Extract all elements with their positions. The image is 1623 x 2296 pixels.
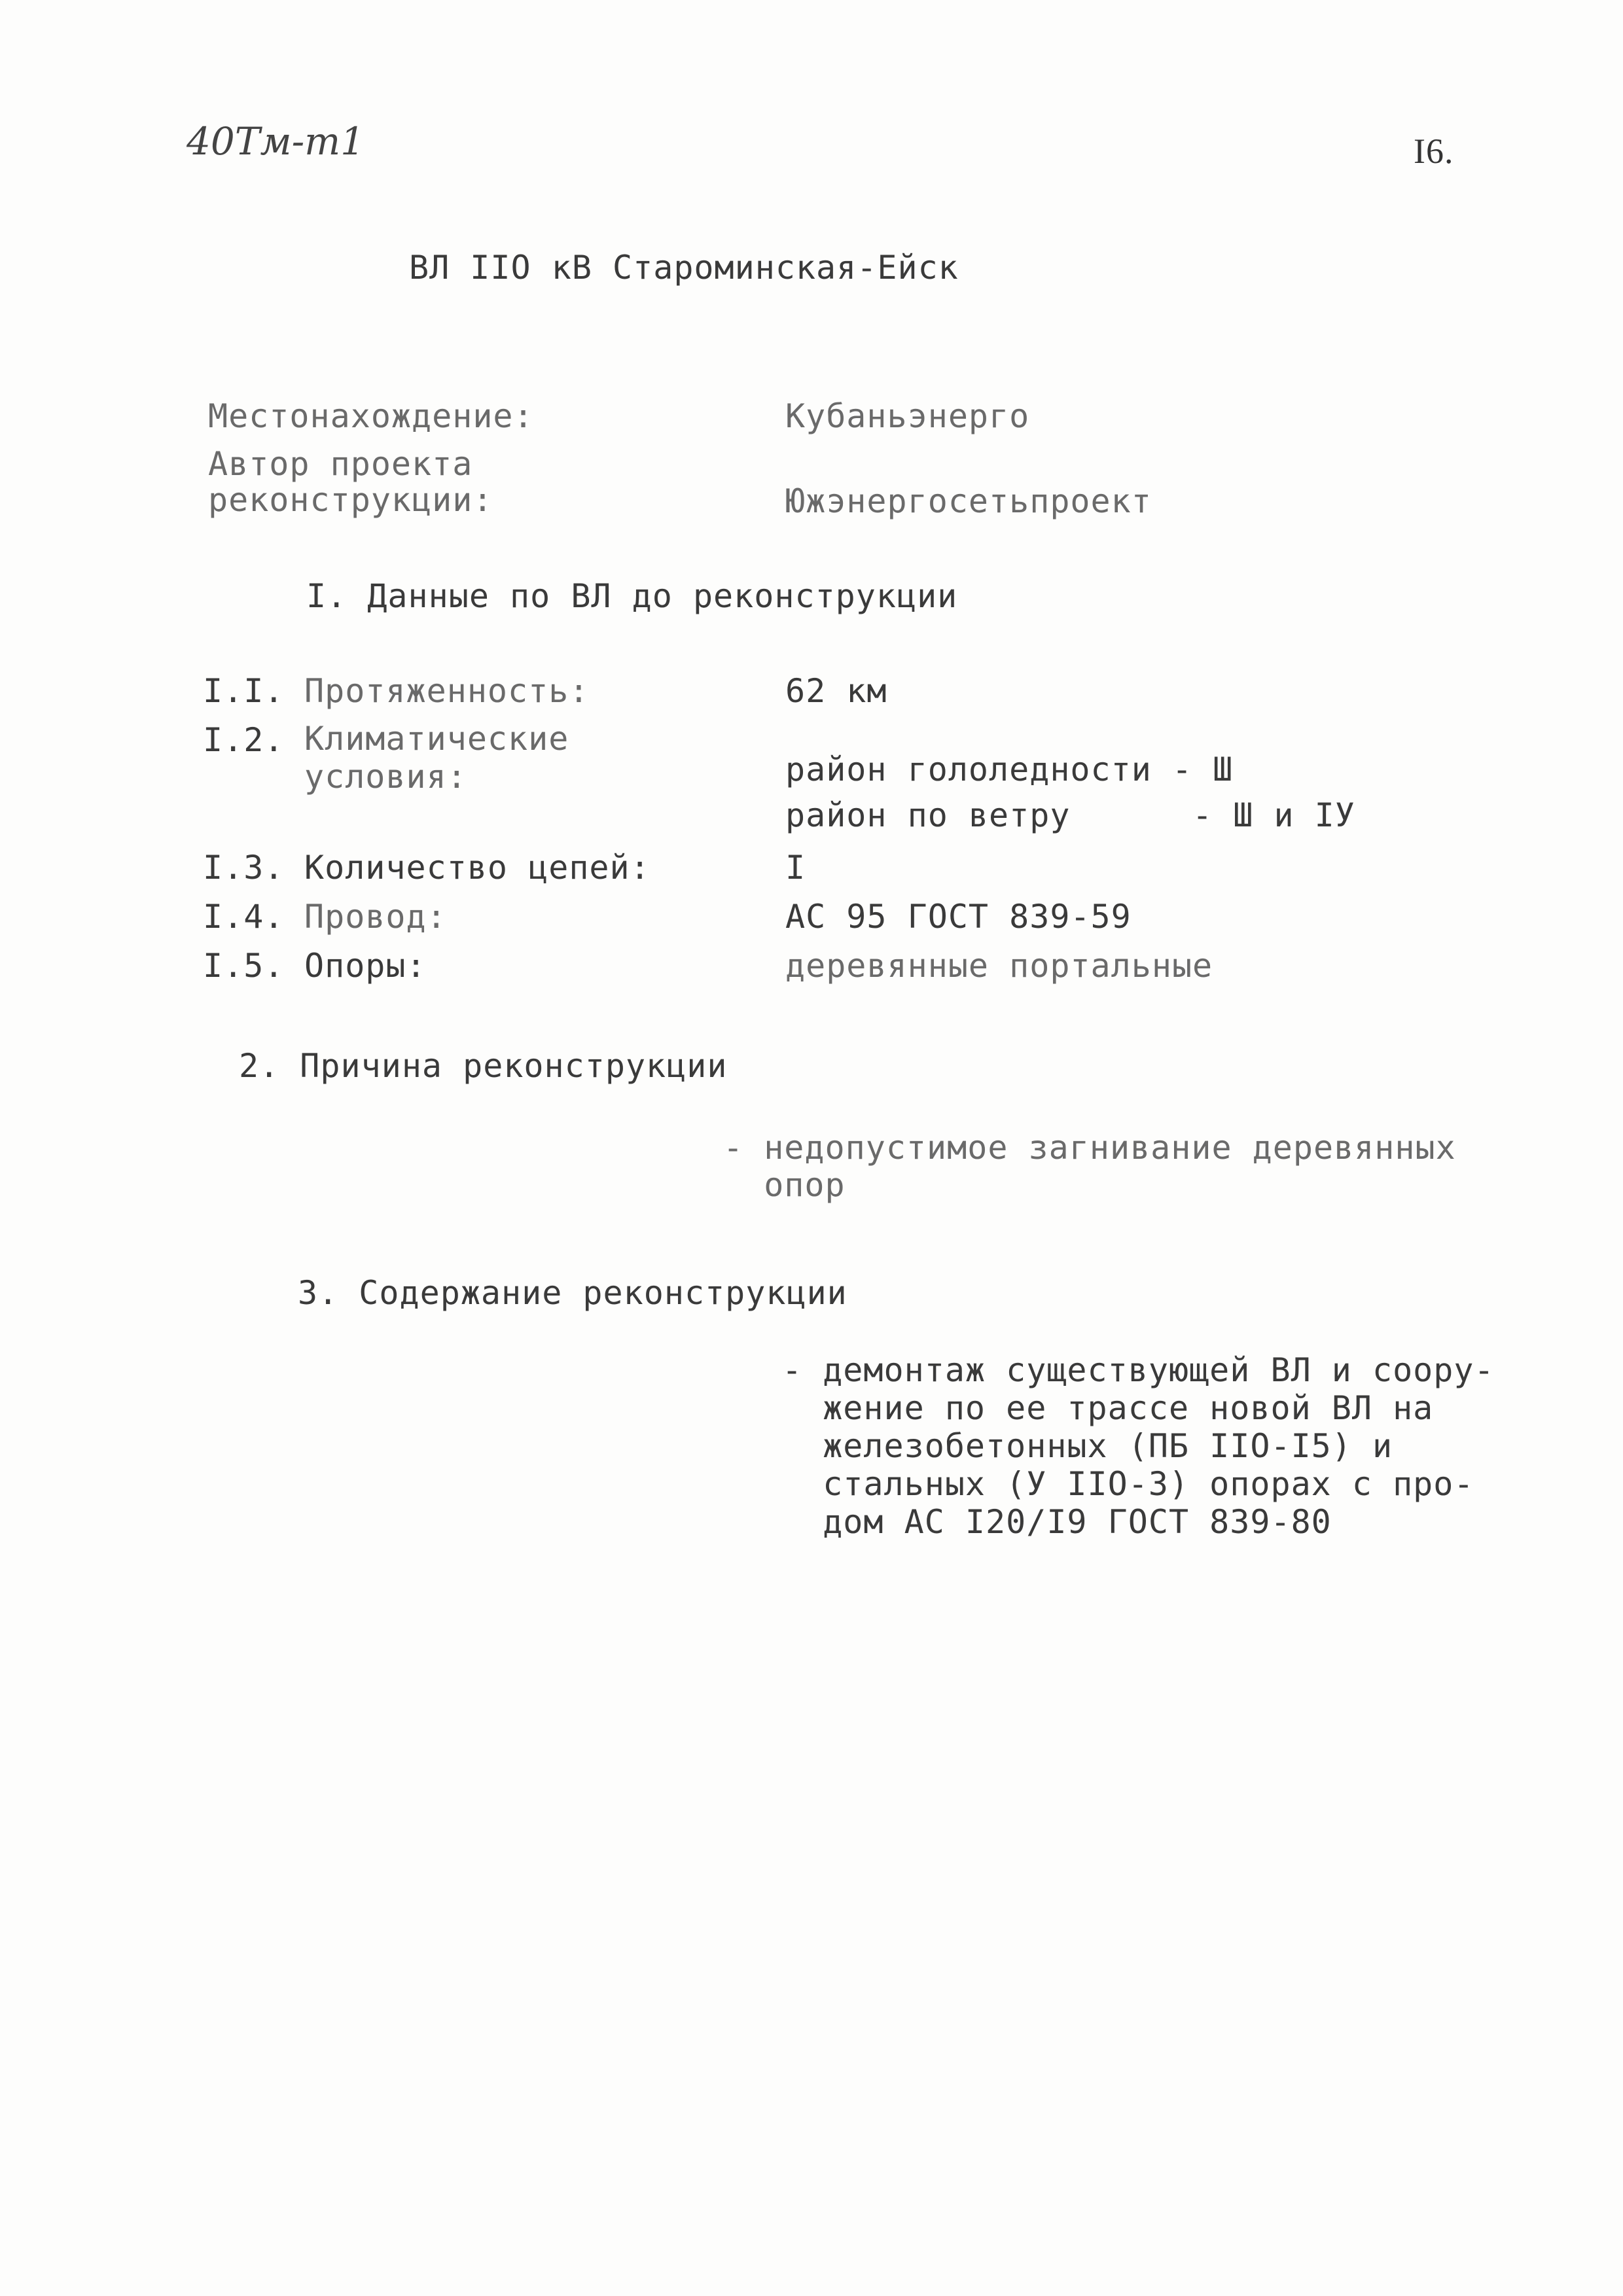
section-1-heading: I. Данные по ВЛ до реконструкции [306,577,958,615]
page-number: I6. [1414,132,1454,171]
document-title: ВЛ IIO кВ Староминская-Ейск [409,249,959,287]
item-1-3-label: Количество цепей: [304,849,651,887]
section-3-line-5: дом АС I20/I9 ГОСТ 839-80 [782,1503,1332,1541]
location-value: Кубаньэнерго [785,397,1030,435]
author-label-line-2: реконструкции: [208,481,493,519]
item-1-4-value: АС 95 ГОСТ 839-59 [785,898,1132,936]
section-2-heading: 2. Причина реконструкции [239,1047,728,1085]
item-1-1-label: Протяженность: [304,672,590,710]
section-3-line-4: стальных (У IIO-3) опорах с про- [782,1465,1474,1503]
item-1-4-label: Провод: [304,898,447,936]
item-1-5-number: I.5. [203,947,285,985]
item-1-4-number: I.4. [203,898,285,936]
item-1-2-value-line-2: район по ветру - Ш и IУ [785,796,1355,834]
section-3-heading: 3. Содержание реконструкции [298,1274,847,1312]
section-3-line-1: - демонтаж существующей ВЛ и соору- [782,1351,1495,1389]
item-1-3-value: I [785,849,806,887]
item-1-5-label: Опоры: [304,947,427,985]
item-1-2-label: Климатические [304,720,569,758]
section-3-line-2: жение по ее трассе новой ВЛ на [782,1389,1434,1427]
item-1-2-label-line-2: условия: [304,758,467,796]
section-2-text-line-2: опор [723,1166,846,1204]
item-1-2-value: район гололедности - Ш [785,751,1234,788]
item-1-5-value: деревянные портальные [785,947,1213,985]
item-1-1-number: I.I. [203,672,285,710]
item-1-1-value: 62 км [785,672,887,710]
item-1-3-number: I.3. [203,849,285,887]
handwritten-code: 40Тм-т1 [187,119,365,164]
section-3-line-3: железобетонных (ПБ IIO-I5) и [782,1427,1393,1465]
author-label-line-1: Автор проекта [208,445,473,483]
section-2-text-line-1: - недопустимое загнивание деревянных [723,1129,1456,1167]
author-value: Южэнергосетьпроект [785,482,1152,520]
location-label: Местонахождение: [208,397,534,435]
item-1-2-number: I.2. [203,721,285,759]
